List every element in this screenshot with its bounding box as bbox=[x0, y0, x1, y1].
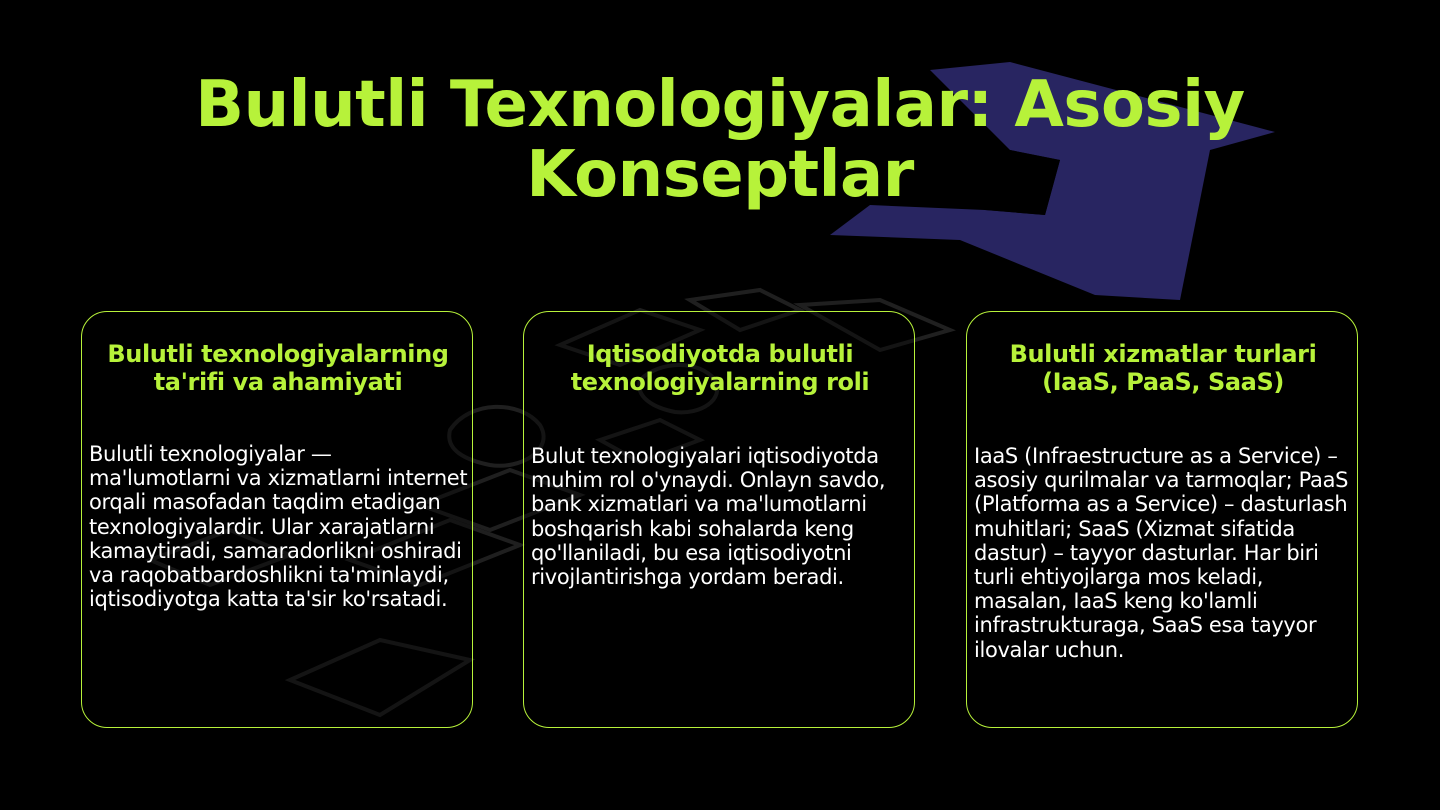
slide-title: Bulutli Texnologiyalar: Asosiy Konseptlar bbox=[195, 68, 1245, 212]
card-body: IaaS (Infraestructure as a Service) – asosiy qurilmalar va tarmoqlar; PaaS (Platforma as a Service) – dasturlash muhitlari; SaaS (Xizmat sifatida dastur) – tayyor dasturlar. Har biri turli ehtiyojlarga mos keladi, masalan, IaaS keng ko'lamli infrastrukturaga, SaaS esa tayyor ilovalar uchun. bbox=[974, 444, 1349, 662]
card-cloud-definition bbox=[81, 311, 473, 728]
card-title: Iqtisodiyotda bulutli texnologiyalarning roli bbox=[570, 340, 870, 396]
card-title: Bulutli texnologiyalarning ta'rifi va ahamiyati bbox=[107, 340, 449, 396]
card-service-types bbox=[966, 311, 1358, 728]
card-body: Bulutli texnologiyalar — ma'lumotlarni va xizmatlarni internet orqali masofadan taqdim etadigan texnologiyalardir. Ular xarajatlarni kamaytiradi, samaradorlikni oshiradi va raqobatbardoshlikni ta'minlaydi, iqtisodiyotga katta ta'sir ko'rsatadi. bbox=[89, 442, 468, 612]
card-body: Bulut texnologiyalari iqtisodiyotda muhim rol o'ynaydi. Onlayn savdo, bank xizmatlari va ma'lumotlarni boshqarish kabi sohalarda keng qo'llaniladi, bu esa iqtisodiyotni rivojlantirishga yordam beradi. bbox=[531, 444, 886, 590]
card-title: Bulutli xizmatlar turlari (IaaS, PaaS, SaaS) bbox=[1009, 340, 1317, 396]
card-economy-role bbox=[523, 311, 915, 728]
